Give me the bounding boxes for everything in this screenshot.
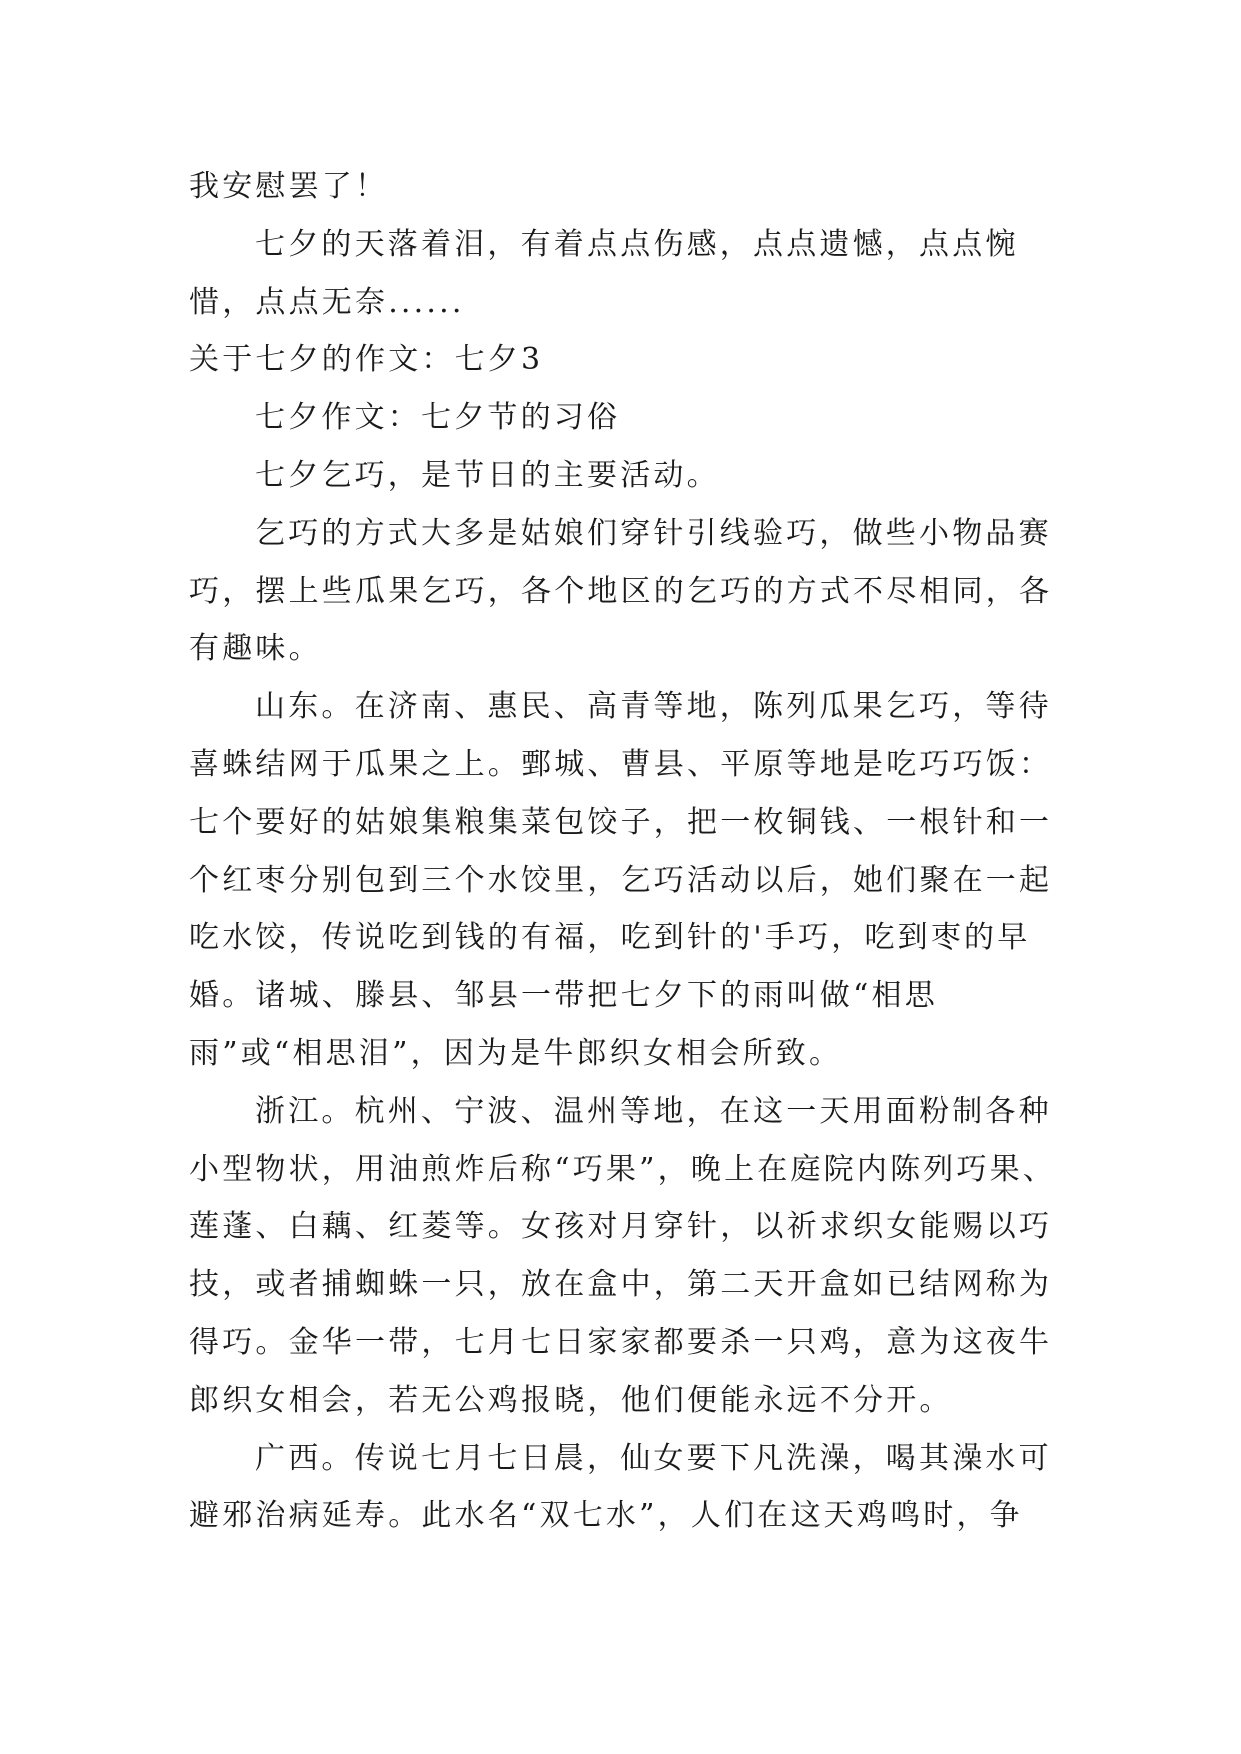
- paragraph-qixi-tears: 七夕的天落着泪，有着点点伤感，点点遗憾，点点惋惜，点点无奈......: [189, 226, 1019, 320]
- section-heading: 关于七夕的作文：七夕3: [189, 342, 544, 378]
- paragraph-guangxi: 广西。传说七月七日晨，仙女要下凡洗澡，喝其澡水可避邪治病延寿。此水名“双七水”，人们在这天鸡鸣时，争: [189, 1440, 1052, 1534]
- paragraph-shandong: 山东。在济南、惠民、高青等地，陈列瓜果乞巧，等待喜蛛结网于瓜果之上。鄄城、曹县、平原等地是吃巧巧饭：七个要好的姑娘集粮集菜包饺子，把一枚铜钱、一根针和一个红枣分别包到三个水饺里，乞巧活动以后，她们聚在一起吃水饺，传说吃到钱的有福，吃到针的'手巧，吃到枣的早婚。诸城、滕县、邹县一带把七夕下的雨叫做“相思雨”或“相思泪”，因为是牛郎织女相会所致。: [189, 689, 1053, 1071]
- paragraph-closing-line: 我安慰罢了！: [189, 169, 389, 204]
- essay-title: 七夕作文：七夕节的习俗: [255, 400, 621, 436]
- paragraph-qiqiao-methods: 乞巧的方式大多是姑娘们穿针引线验巧，做些小物品赛巧，摆上些瓜果乞巧，各个地区的乞巧的方式不尽相同，各有趣味。: [189, 515, 1053, 667]
- paragraph-zhejiang: 浙江。杭州、宁波、温州等地，在这一天用面粉制各种小型物状，用油煎炸后称“巧果”，晚上在庭院内陈列巧果、莲蓬、白藕、红菱等。女孩对月穿针，以祈求织女能赐以巧技，或者捕蜘蛛一只，放在盒中，第二天开盒如已结网称为得巧。金华一带，七月七日家家都要杀一只鸡，意为这夜牛郎织女相会，若无公鸡报晓，他们便能永远不分开。: [189, 1093, 1057, 1418]
- document-body: [189, 158, 1061, 1545]
- paragraph-intro: 七夕乞巧，是节日的主要活动。: [255, 457, 720, 493]
